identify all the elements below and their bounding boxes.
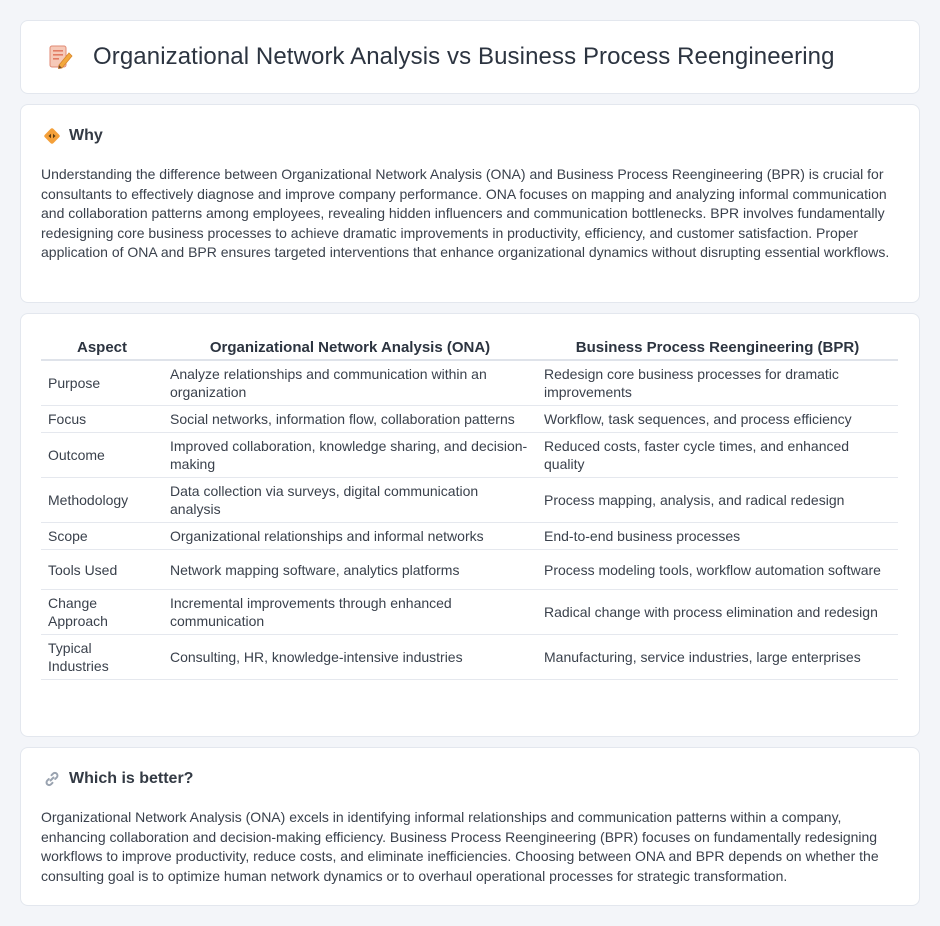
comparison-table [41, 336, 898, 680]
row-bpr: Process modeling tools, workflow automation software [537, 550, 898, 590]
row-aspect: Tools Used [41, 550, 163, 590]
table-row [41, 433, 898, 478]
row-bpr: Redesign core business processes for dramatic improvements [537, 360, 898, 406]
row-ona: Network mapping software, analytics platforms [163, 550, 537, 590]
header-aspect: Aspect [41, 336, 163, 360]
better-header [43, 770, 193, 788]
link-icon [43, 770, 61, 788]
table-row [41, 635, 898, 680]
better-card [20, 747, 920, 906]
row-bpr: Reduced costs, faster cycle times, and enhanced quality [537, 433, 898, 478]
why-card [20, 104, 920, 303]
diamond-arrows-icon [43, 127, 61, 145]
row-ona: Improved collaboration, knowledge sharing, and decision-making [163, 433, 537, 478]
row-ona: Organizational relationships and informal networks [163, 523, 537, 550]
why-text: Understanding the difference between Organizational Network Analysis (ONA) and Business Process Reengineering (BPR) is crucial for consultants to effectively diagnose and improve company performance. ONA focuses on mapping and analyzing informal communication and collaboration patterns among employees, revealing hidden influencers and communication bottlenecks. BPR involves fundamentally redesigning core business processes to achieve dramatic improvements in productivity, efficiency, and customer satisfaction. Proper application of ONA and BPR ensures targeted interventions that enhance organizational dynamics without disrupting essential workflows. [41, 166, 890, 261]
better-text: Organizational Network Analysis (ONA) excels in identifying informal relationships and communication patterns within a company, enhancing collaboration and decision-making efficiency. Business Process Reengineering (BPR) focuses on fundamentally redesigning workflows to improve productivity, reduce costs, and eliminate inefficiencies. Choosing between ONA and BPR depends on whether the consulting goal is to optimize human network dynamics or to overhaul operational processes for strategic transformation. [41, 809, 879, 884]
row-ona: Social networks, information flow, collaboration patterns [163, 406, 537, 433]
row-bpr: Workflow, task sequences, and process efficiency [537, 406, 898, 433]
row-aspect: Methodology [41, 478, 163, 523]
title-wrap [47, 43, 835, 71]
page-title: Organizational Network Analysis vs Business Process Reengineering [93, 43, 835, 70]
row-ona: Consulting, HR, knowledge-intensive industries [163, 635, 537, 680]
row-bpr: Radical change with process elimination and redesign [537, 590, 898, 635]
table-row [41, 360, 898, 406]
row-aspect: Change Approach [41, 590, 163, 635]
title-card [20, 20, 920, 94]
document-pencil-icon [47, 44, 73, 70]
header-bpr: Business Process Reengineering (BPR) [537, 336, 898, 360]
table-row [41, 590, 898, 635]
row-aspect: Typical Industries [41, 635, 163, 680]
row-aspect: Purpose [41, 360, 163, 406]
header-ona: Organizational Network Analysis (ONA) [163, 336, 537, 360]
row-ona: Analyze relationships and communication within an organization [163, 360, 537, 406]
table-row [41, 406, 898, 433]
table-row [41, 550, 898, 590]
row-aspect: Outcome [41, 433, 163, 478]
why-heading: Why [69, 127, 103, 144]
table-card [20, 313, 920, 737]
why-header [43, 127, 103, 145]
row-ona: Data collection via surveys, digital communication analysis [163, 478, 537, 523]
table-row [41, 523, 898, 550]
table-row [41, 478, 898, 523]
table-header-row [41, 336, 898, 360]
row-ona: Incremental improvements through enhanced communication [163, 590, 537, 635]
better-heading: Which is better? [69, 770, 194, 787]
row-bpr: Manufacturing, service industries, large enterprises [537, 635, 898, 680]
row-aspect: Scope [41, 523, 163, 550]
row-aspect: Focus [41, 406, 163, 433]
row-bpr: Process mapping, analysis, and radical redesign [537, 478, 898, 523]
row-bpr: End-to-end business processes [537, 523, 898, 550]
